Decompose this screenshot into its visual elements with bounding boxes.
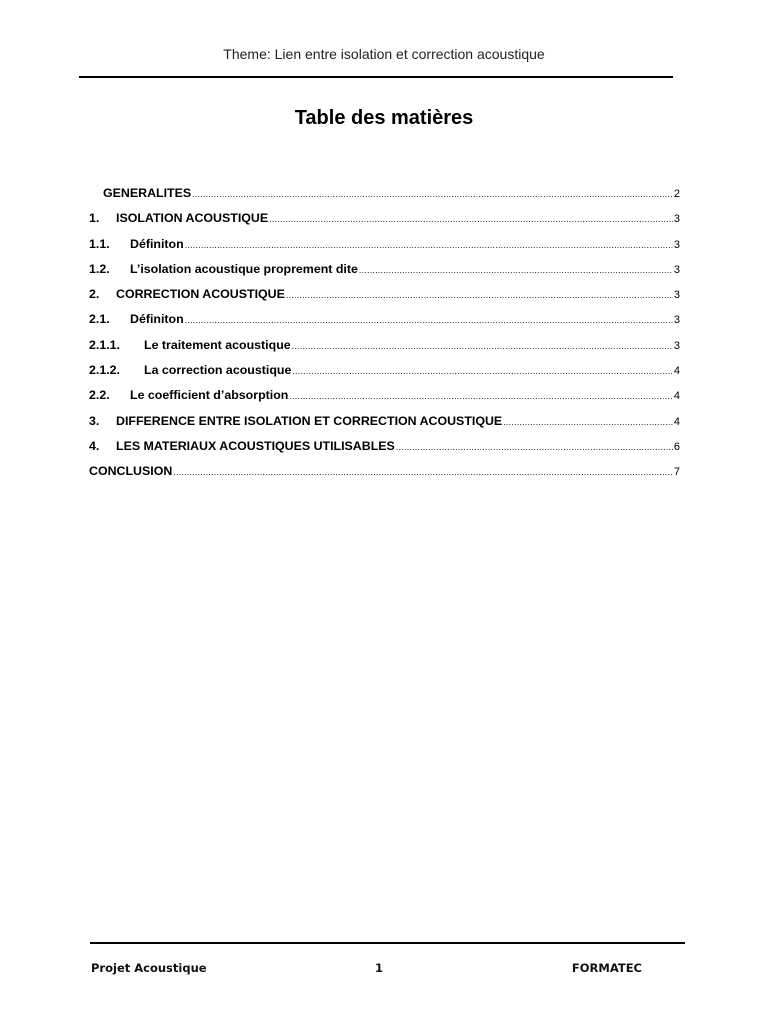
toc-entry-number: 2.1.2. xyxy=(89,363,121,378)
dot-leader xyxy=(503,417,673,427)
toc-page-number: 3 xyxy=(673,238,680,251)
toc-entry-label: ISOLATION ACOUSTIQUE xyxy=(116,211,269,226)
toc-entry-number: 2.1.1. xyxy=(89,337,121,352)
toc-entry-generalites[interactable] xyxy=(89,186,680,211)
toc-entry-number: 1.2. xyxy=(89,261,110,276)
toc-entry-label: LES MATERIAUX ACOUSTIQUES UTILISABLES xyxy=(116,438,395,453)
toc-entry-number: 2.1. xyxy=(89,312,110,327)
header-rule xyxy=(79,76,673,78)
footer-organization: FORMATEC xyxy=(571,961,642,975)
footer-rule xyxy=(90,942,685,944)
dot-leader xyxy=(185,240,673,250)
toc-page-number: 4 xyxy=(673,365,680,378)
footer-project-name: Projet Acoustique xyxy=(91,961,207,975)
toc-entry-label: Définiton xyxy=(130,312,184,327)
toc-entry-number: 1.1. xyxy=(89,236,110,251)
toc-page-number: 4 xyxy=(673,390,680,403)
toc-page-number: 7 xyxy=(673,466,680,479)
dot-leader xyxy=(192,189,673,199)
dot-leader xyxy=(185,315,673,325)
toc-entry-number: 2. xyxy=(89,287,100,302)
toc-page-number: 6 xyxy=(673,440,680,453)
page-footer xyxy=(91,961,642,977)
toc-entry-label: La correction acoustique xyxy=(144,363,292,378)
dot-leader xyxy=(292,366,673,376)
dot-leader xyxy=(286,290,673,300)
toc-entry-label: CONCLUSION xyxy=(89,464,173,479)
toc-entry-definiton-1[interactable] xyxy=(89,237,680,262)
toc-page-number: 3 xyxy=(673,263,680,276)
dot-leader xyxy=(289,391,673,401)
toc-entry-label: DIFFERENCE ENTRE ISOLATION ET CORRECTION ACOUSTIQUE xyxy=(116,413,503,428)
toc-page-number: 3 xyxy=(673,314,680,327)
toc-entry-coefficient-absorption[interactable] xyxy=(89,388,680,413)
toc-entry-number: 4. xyxy=(89,438,100,453)
toc-entry-label: GENERALITES xyxy=(103,186,192,200)
toc-entry-isolation-proprement-dite[interactable] xyxy=(89,262,680,287)
toc-entry-la-correction-acoustique[interactable] xyxy=(89,363,680,388)
toc-page-number: 3 xyxy=(673,339,680,352)
toc-entry-label: Le traitement acoustique xyxy=(144,337,291,352)
toc-page-number: 3 xyxy=(673,289,680,302)
toc-page-number: 3 xyxy=(673,213,680,226)
toc-entry-label: L’isolation acoustique proprement dite xyxy=(130,261,358,276)
toc-entry-difference-isolation-correction[interactable] xyxy=(89,414,680,439)
toc-entry-traitement-acoustique[interactable] xyxy=(89,338,680,363)
toc-entry-number: 2.2. xyxy=(89,388,110,403)
toc-entry-label: Le coefficient d’absorption xyxy=(130,388,289,403)
toc-entry-label: Définiton xyxy=(130,236,184,251)
toc-title: Table des matières xyxy=(294,107,474,129)
dot-leader xyxy=(359,265,673,275)
dot-leader xyxy=(269,214,673,224)
toc-entry-isolation-acoustique[interactable] xyxy=(89,211,680,236)
toc-entry-conclusion[interactable] xyxy=(89,464,680,489)
footer-page-number: 1 xyxy=(375,961,384,975)
toc-page-number: 2 xyxy=(673,188,680,200)
toc-page-number: 4 xyxy=(673,415,680,428)
dot-leader xyxy=(292,341,673,351)
toc-entry-correction-acoustique[interactable] xyxy=(89,287,680,312)
dot-leader xyxy=(173,467,673,477)
table-of-contents xyxy=(89,186,680,490)
toc-entry-definiton-2[interactable] xyxy=(89,312,680,337)
running-header: Theme: Lien entre isolation et correction acoustique xyxy=(223,46,545,62)
toc-entry-number: 3. xyxy=(89,413,100,428)
dot-leader xyxy=(396,442,673,452)
toc-entry-label: CORRECTION ACOUSTIQUE xyxy=(116,287,285,302)
toc-entry-number: 1. xyxy=(89,211,100,226)
toc-entry-materiaux-acoustiques[interactable] xyxy=(89,439,680,464)
